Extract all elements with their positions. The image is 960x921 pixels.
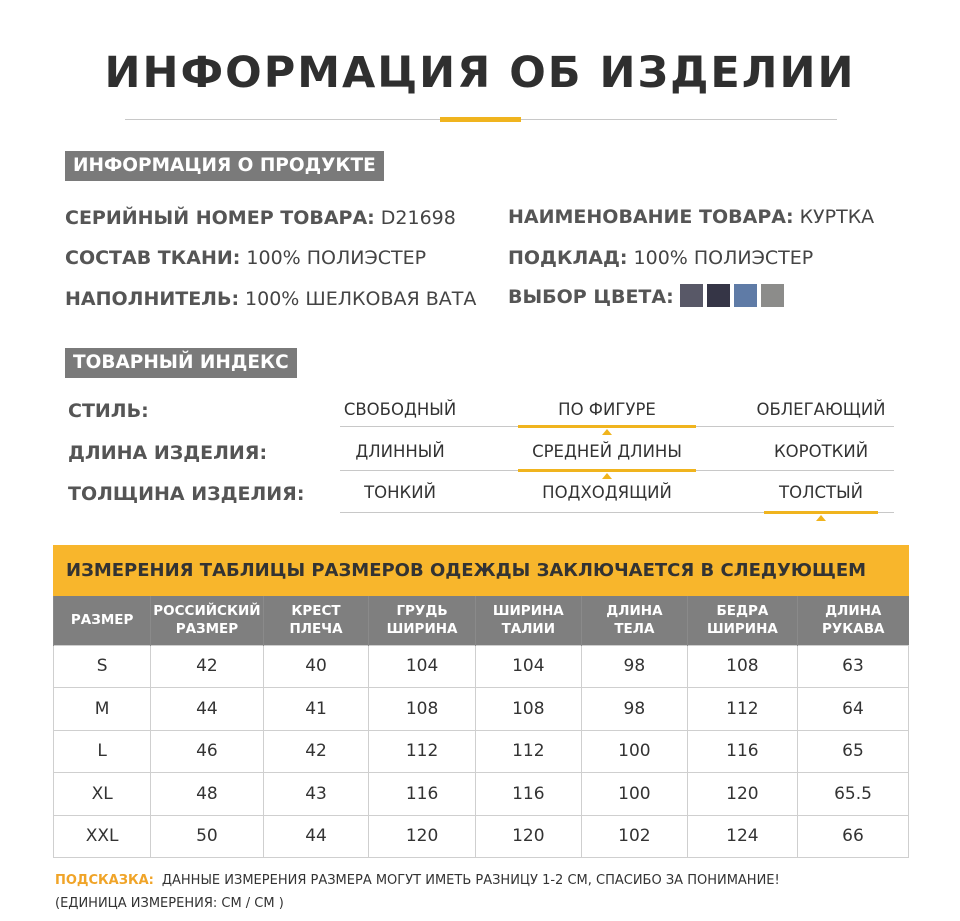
size-header-line-1: БЕДРА (716, 603, 769, 620)
size-header-line-1: ШИРИНА (492, 603, 564, 620)
size-header-line-1: РОССИЙСКИЙ (153, 603, 261, 620)
index-option-2-1: ДЛИННЫЙ (355, 442, 445, 461)
size-cell: 65.5 (797, 773, 908, 816)
size-header-line-1: ДЛИНА (606, 603, 663, 620)
title-accent-bar (440, 117, 521, 122)
filler-value: 100% ШЕЛКОВАЯ ВАТА (245, 288, 477, 310)
size-cell: 44 (151, 688, 263, 731)
fabric-label: СОСТАВ ТКАНИ: (65, 247, 241, 269)
filler-label: НАПОЛНИТЕЛЬ: (65, 288, 240, 310)
size-cell: XL (54, 773, 151, 816)
size-row (54, 730, 909, 773)
size-cell: 40 (263, 645, 369, 688)
size-header-line-1: ДЛИНА (825, 603, 882, 620)
fabric-value: 100% ПОЛИЭСТЕР (246, 247, 427, 269)
size-cell: 98 (581, 645, 687, 688)
size-cell: 102 (581, 815, 687, 858)
index-selected-arrow-3 (816, 515, 826, 521)
size-header-line-1: ГРУДЬ (396, 603, 448, 620)
size-header-line-2: ШИРИНА (706, 621, 778, 638)
size-cell: 44 (263, 815, 369, 858)
index-selected-marker-1 (518, 425, 696, 428)
size-header-2 (151, 596, 263, 645)
color-swatch-4[interactable] (761, 284, 784, 307)
size-header-7 (687, 596, 797, 645)
size-cell: 112 (475, 730, 581, 773)
footer-hint (55, 873, 780, 888)
size-cell: 104 (369, 645, 475, 688)
size-table-banner: ИЗМЕРЕНИЯ ТАБЛИЦЫ РАЗМЕРОВ ОДЕЖДЫ ЗАКЛЮЧАЕТСЯ В СЛЕДУЮЩЕМ (53, 545, 909, 596)
size-table-header (54, 596, 909, 645)
size-header-5 (475, 596, 581, 645)
size-header-line-2: РАЗМЕР (175, 621, 239, 638)
size-cell: 100 (581, 773, 687, 816)
size-header-line-2: ШИРИНА (386, 621, 458, 638)
size-cell: 63 (797, 645, 908, 688)
size-row (54, 688, 909, 731)
index-option-1-2: ПО ФИГУРЕ (558, 400, 656, 419)
size-header-1 (54, 596, 151, 645)
size-cell: 124 (687, 815, 797, 858)
color-swatch-1[interactable] (680, 284, 703, 307)
size-cell: 48 (151, 773, 263, 816)
page-title: ИНФОРМАЦИЯ ОБ ИЗДЕЛИИ (104, 48, 856, 98)
lining-value: 100% ПОЛИЭСТЕР (633, 247, 814, 269)
index-label-2: ДЛИНА ИЗДЕЛИЯ: (68, 442, 268, 464)
name-value: КУРТКА (799, 206, 875, 228)
size-header-8 (797, 596, 908, 645)
index-option-3-1: ТОНКИЙ (364, 483, 436, 502)
size-cell: 108 (369, 688, 475, 731)
size-cell: 42 (263, 730, 369, 773)
size-cell: 64 (797, 688, 908, 731)
size-header-line-2: РУКАВА (821, 621, 885, 638)
size-cell: L (54, 730, 151, 773)
color-swatches (680, 288, 788, 307)
size-cell: 120 (369, 815, 475, 858)
size-cell: 100 (581, 730, 687, 773)
index-option-3-3: ТОЛСТЫЙ (779, 483, 863, 502)
size-cell: 46 (151, 730, 263, 773)
fabric-field (65, 244, 426, 272)
size-cell: 116 (369, 773, 475, 816)
size-cell: 98 (581, 688, 687, 731)
size-cell: 42 (151, 645, 263, 688)
index-label-1: СТИЛЬ: (68, 400, 149, 422)
size-cell: 108 (687, 645, 797, 688)
index-selected-marker-2 (518, 469, 696, 472)
size-cell: 104 (475, 645, 581, 688)
index-option-1-1: СВОБОДНЫЙ (343, 400, 457, 419)
size-header-line-2: ПЛЕЧА (289, 621, 343, 638)
serial-label: СЕРИЙНЫЙ НОМЕР ТОВАРА: (65, 207, 375, 229)
color-field (508, 283, 788, 311)
size-cell: 41 (263, 688, 369, 731)
color-swatch-3[interactable] (734, 284, 757, 307)
index-selected-arrow-2 (602, 473, 612, 479)
size-cell: 120 (475, 815, 581, 858)
size-cell: 65 (797, 730, 908, 773)
name-label: НАИМЕНОВАНИЕ ТОВАРА: (508, 206, 794, 228)
size-cell: 112 (687, 688, 797, 731)
size-header-line-2: ТАЛИИ (501, 621, 556, 638)
product-info-tag: ИНФОРМАЦИЯ О ПРОДУКТЕ (65, 151, 384, 181)
size-row (54, 645, 909, 688)
color-swatch-2[interactable] (707, 284, 730, 307)
size-cell: 120 (687, 773, 797, 816)
size-cell: 66 (797, 815, 908, 858)
size-cell: 108 (475, 688, 581, 731)
size-cell: M (54, 688, 151, 731)
name-field (508, 203, 874, 231)
size-header-line-2: ТЕЛА (614, 621, 655, 638)
size-cell: 50 (151, 815, 263, 858)
serial-field (65, 204, 456, 232)
size-header-4 (369, 596, 475, 645)
size-header-3 (263, 596, 369, 645)
lining-field (508, 244, 813, 272)
size-cell: 116 (687, 730, 797, 773)
hint-label: ПОДСКАЗКА: (55, 873, 154, 888)
color-label: ВЫБОР ЦВЕТА: (508, 286, 674, 308)
size-cell: S (54, 645, 151, 688)
index-label-3: ТОЛЩИНА ИЗДЕЛИЯ: (68, 483, 305, 505)
index-option-2-2: СРЕДНЕЙ ДЛИНЫ (532, 442, 682, 461)
index-selected-marker-3 (764, 511, 878, 514)
index-option-3-2: ПОДХОДЯЩИЙ (542, 483, 672, 502)
filler-field (65, 285, 476, 313)
size-table-body (54, 645, 909, 858)
unit-note: (ЕДИНИЦА ИЗМЕРЕНИЯ: СМ / СМ ) (55, 896, 284, 911)
size-cell: 112 (369, 730, 475, 773)
size-cell: 43 (263, 773, 369, 816)
size-cell: XXL (54, 815, 151, 858)
product-index-tag: ТОВАРНЫЙ ИНДЕКС (65, 348, 297, 378)
size-header-line-1: КРЕСТ (291, 603, 341, 620)
index-option-2-3: КОРОТКИЙ (773, 442, 869, 461)
size-header-6 (581, 596, 687, 645)
size-header-line-1: РАЗМЕР (70, 612, 134, 629)
serial-value: D21698 (380, 207, 456, 229)
hint-text: ДАННЫЕ ИЗМЕРЕНИЯ РАЗМЕРА МОГУТ ИМЕТЬ РАЗНИЦУ 1-2 СМ, СПАСИБО ЗА ПОНИМАНИЕ! (161, 873, 780, 888)
lining-label: ПОДКЛАД: (508, 247, 628, 269)
size-table (53, 596, 909, 858)
index-selected-arrow-1 (602, 429, 612, 435)
size-row (54, 773, 909, 816)
size-row (54, 815, 909, 858)
index-option-1-3: ОБЛЕГАЮЩИЙ (756, 400, 886, 419)
size-cell: 116 (475, 773, 581, 816)
